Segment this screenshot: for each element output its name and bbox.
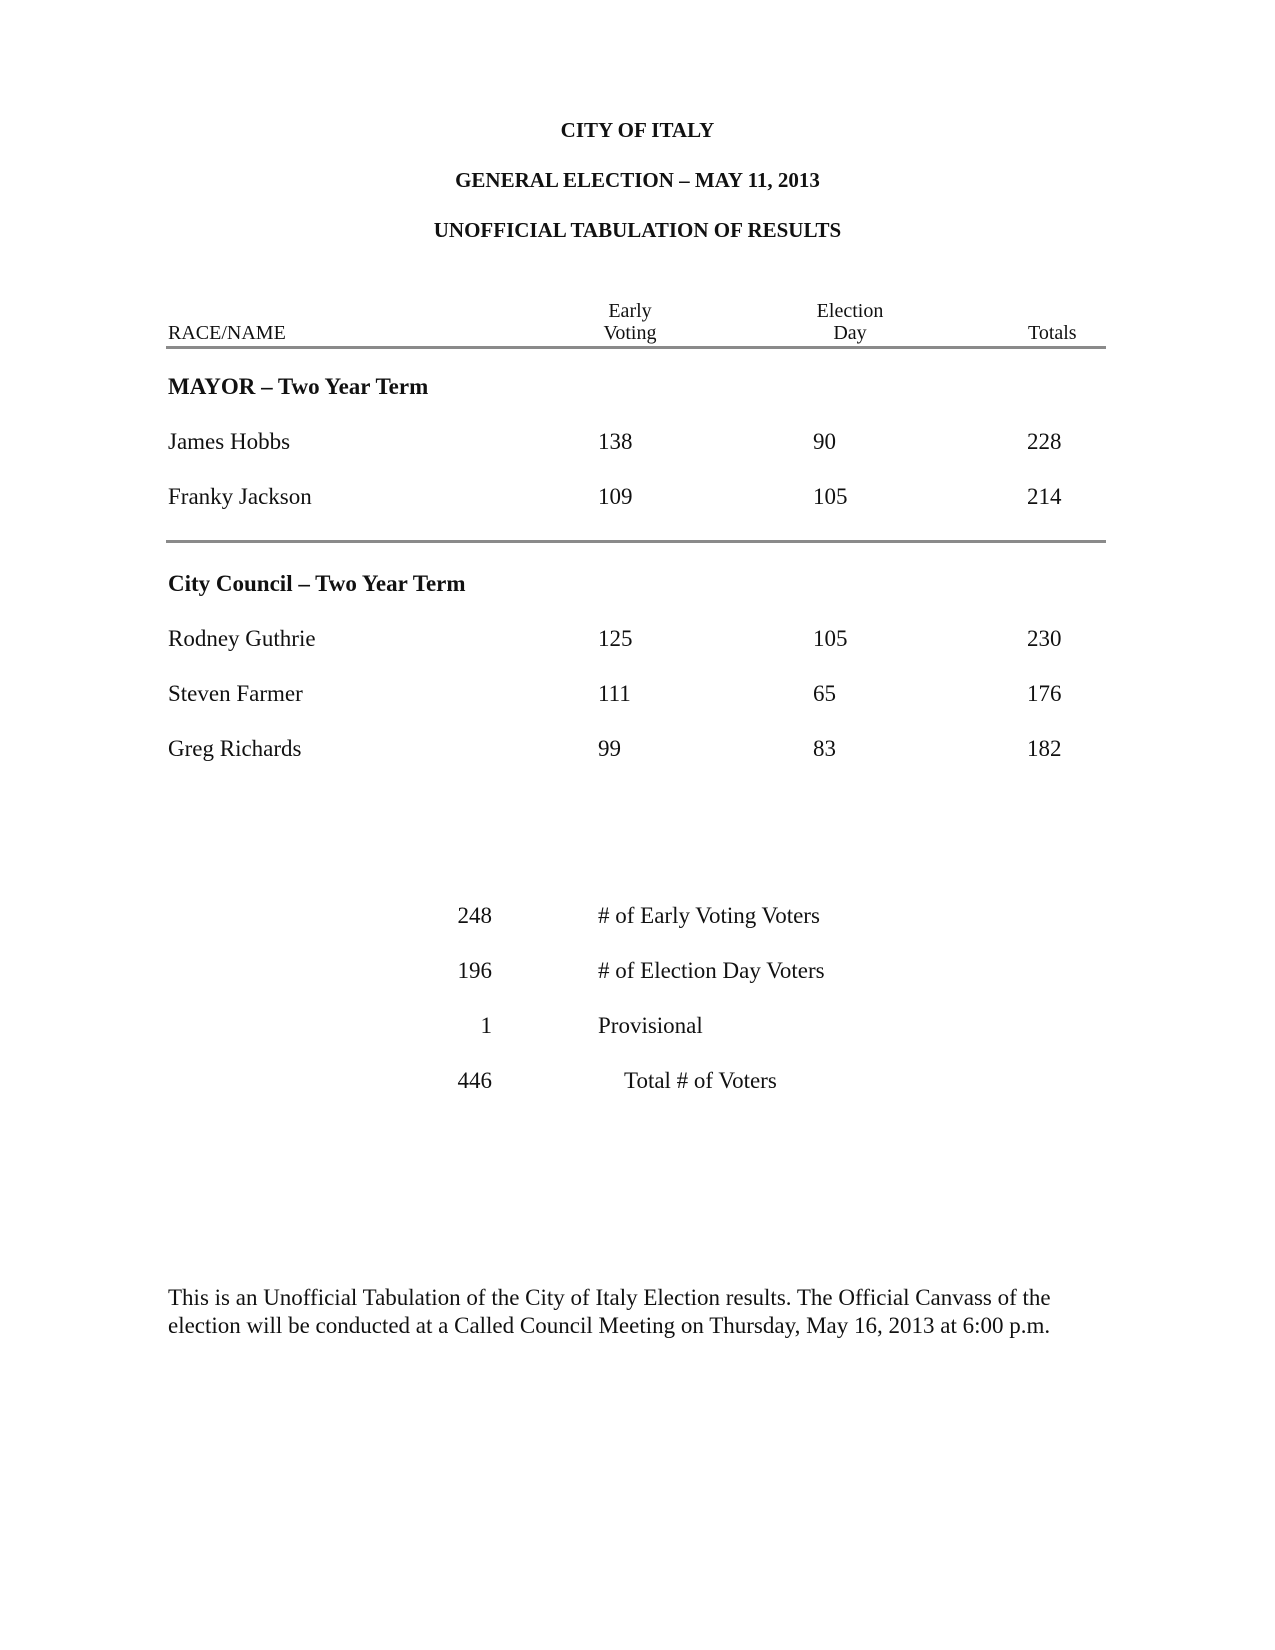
header-election-day: Election Day (816, 300, 884, 344)
candidate-name: Greg Richards (168, 736, 302, 761)
summary-label: Provisional (598, 1013, 703, 1038)
tabulation-subtitle: UNOFFICIAL TABULATION OF RESULTS (433, 218, 842, 242)
header-race-name: RACE/NAME (168, 322, 286, 344)
header-rule (166, 346, 1106, 349)
total-count: 214 (1027, 484, 1062, 509)
summary-count: 196 (457, 958, 492, 983)
summary-count: 1 (480, 1013, 492, 1038)
summary-label-total: Total # of Voters (624, 1068, 777, 1093)
candidate-name: Steven Farmer (168, 681, 303, 706)
footnote-paragraph: This is an Unofficial Tabulation of the City of Italy Election results. The Official Canvass of the election will be conducted at a Called Council Meeting on Thursday, May 16, 2013 at 6:00 p.m. (168, 1285, 1051, 1338)
total-count: 230 (1027, 626, 1062, 651)
election-day-count: 65 (813, 681, 836, 706)
election-day-count: 83 (813, 736, 836, 761)
summary-count: 248 (457, 903, 492, 928)
election-day-count: 105 (813, 626, 848, 651)
total-count: 176 (1027, 681, 1062, 706)
early-voting-count: 109 (598, 484, 633, 509)
candidate-name: James Hobbs (168, 429, 291, 454)
election-day-count: 105 (813, 484, 848, 509)
early-voting-count: 111 (598, 681, 631, 706)
section-divider (166, 540, 1106, 543)
candidate-name: Franky Jackson (168, 484, 312, 509)
early-voting-count: 138 (598, 429, 633, 454)
section-title-city-council: City Council – Two Year Term (168, 571, 466, 596)
candidate-name: Rodney Guthrie (168, 626, 316, 651)
header-early-voting: Early Voting (603, 300, 657, 344)
summary-count: 446 (457, 1068, 492, 1093)
early-voting-count: 99 (598, 736, 621, 761)
header-totals: Totals (1028, 322, 1077, 344)
section-title-mayor: MAYOR – Two Year Term (168, 374, 429, 399)
document-title: CITY OF ITALY (560, 118, 715, 142)
election-subtitle: GENERAL ELECTION – MAY 11, 2013 (455, 168, 820, 192)
summary-label: # of Election Day Voters (598, 958, 825, 983)
election-day-count: 90 (813, 429, 836, 454)
summary-label: # of Early Voting Voters (598, 903, 820, 928)
total-count: 228 (1027, 429, 1062, 454)
early-voting-count: 125 (598, 626, 633, 651)
total-count: 182 (1027, 736, 1062, 761)
